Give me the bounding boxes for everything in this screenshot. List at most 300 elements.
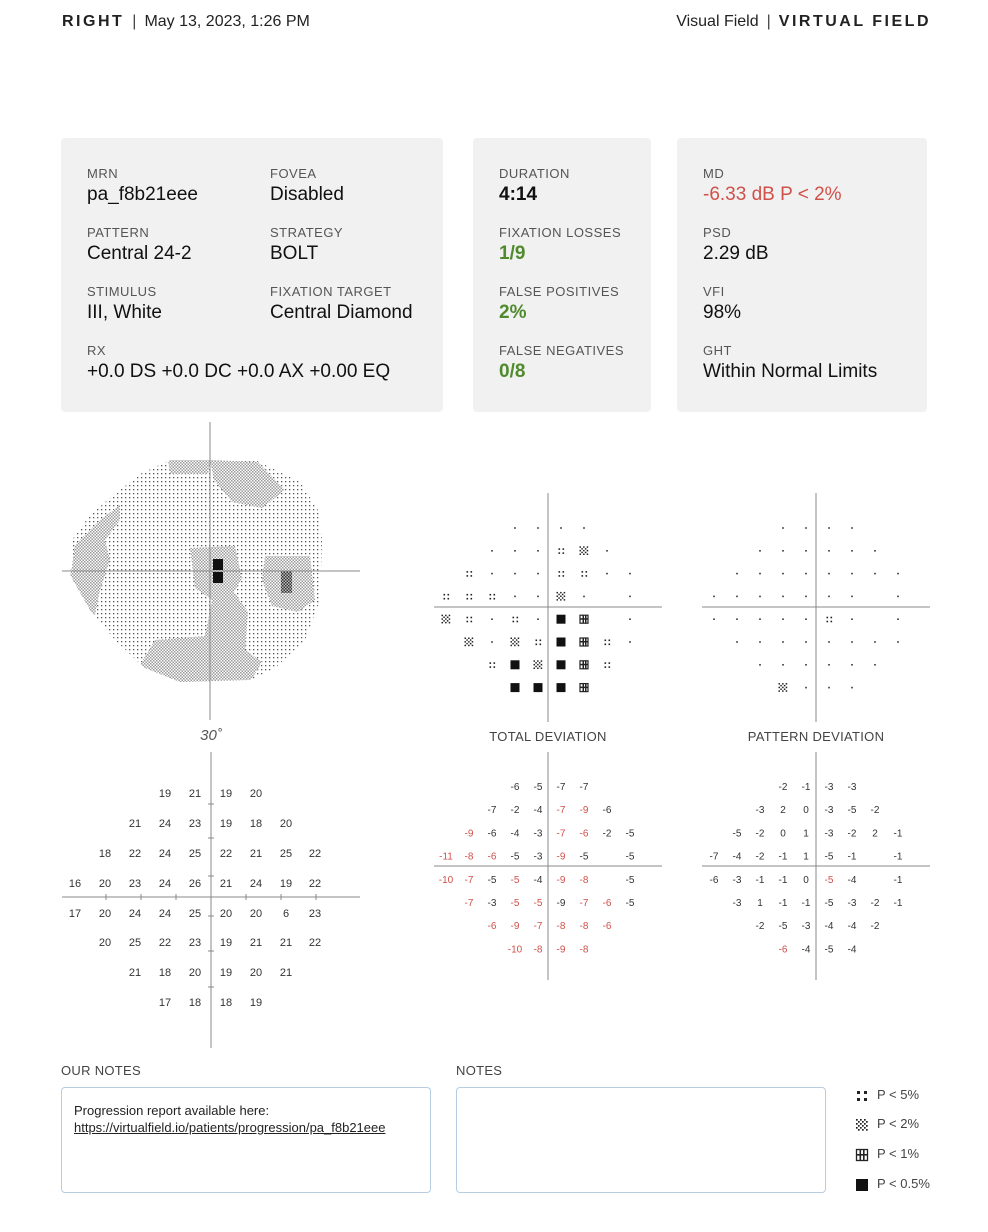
prob-symbol-n: [851, 573, 853, 575]
deviation-value: 2: [872, 828, 878, 840]
prob-symbol-n: [805, 596, 807, 598]
pattern-value: Central 24-2: [87, 243, 192, 264]
deviation-value: -7: [464, 874, 474, 886]
our-notes-box[interactable]: [61, 1087, 431, 1193]
sensitivity-value: 24: [158, 878, 172, 890]
deviation-value: -1: [755, 874, 765, 886]
prob-symbol-p2: [779, 683, 788, 692]
deviation-value: -7: [533, 921, 543, 933]
deviation-value: -9: [579, 805, 589, 817]
prob-symbol-n: [897, 573, 899, 575]
sensitivity-value: 6: [282, 908, 290, 920]
sensitivity-value: 24: [158, 848, 172, 860]
sensitivity-value: 20: [188, 967, 202, 979]
deviation-value: -2: [870, 921, 880, 933]
legend-p5-label: P < 5%: [877, 1087, 920, 1102]
deviation-value: -2: [755, 921, 765, 933]
p05-symbol-icon: [855, 1178, 869, 1192]
prob-symbol-n: [537, 550, 539, 552]
mrn-label: MRN: [87, 166, 119, 181]
deviation-value: -5: [778, 921, 788, 933]
sensitivity-value: 20: [249, 967, 263, 979]
prob-symbol-n: [874, 550, 876, 552]
prob-symbol-p5: [605, 662, 611, 668]
prob-symbol-n: [782, 641, 784, 643]
prob-symbol-n: [736, 573, 738, 575]
deviation-value: -2: [778, 782, 788, 793]
prob-symbol-p2: [557, 592, 566, 601]
deviation-value: -5: [824, 874, 834, 886]
duration-value: 4:14: [499, 184, 538, 205]
prob-symbol-p5: [467, 594, 473, 600]
sensitivity-value: 20: [279, 818, 293, 830]
legend-p2-label: P < 2%: [877, 1116, 920, 1131]
legend-p05-label: P < 0.5%: [877, 1176, 930, 1191]
deviation-value: -5: [625, 898, 635, 909]
prob-symbol-n: [759, 596, 761, 598]
prob-symbol-n: [874, 664, 876, 666]
deviation-value: -8: [556, 921, 566, 933]
deviation-value: -4: [801, 944, 811, 956]
sensitivity-value: 18: [158, 967, 172, 979]
legend-p05: [855, 1176, 930, 1192]
deviation-value: -5: [625, 828, 635, 840]
prob-symbol-n: [851, 596, 853, 598]
deviation-value: -5: [510, 898, 520, 909]
prob-symbol-n: [897, 618, 899, 620]
deviation-value: -6: [487, 921, 497, 933]
sensitivity-value: 20: [219, 908, 233, 920]
deviation-value: -2: [847, 828, 857, 840]
prob-symbol-n: [828, 664, 830, 666]
prob-symbol-p1: [580, 684, 588, 692]
prob-symbol-p5: [827, 617, 833, 623]
prob-symbol-p2: [534, 660, 543, 669]
sensitivity-value: 22: [219, 848, 233, 860]
prob-symbol-p1: [580, 661, 588, 669]
prob-symbol-n: [851, 550, 853, 552]
sensitivity-value: 19: [219, 818, 233, 830]
prob-symbol-n: [537, 573, 539, 575]
prob-symbol-p5: [490, 662, 496, 668]
prob-symbol-p2: [580, 546, 589, 555]
sensitivity-value: 19: [219, 788, 233, 800]
fixation-target-value: Central Diamond: [270, 302, 413, 323]
prob-symbol-p5: [559, 571, 565, 577]
fixation-losses-value: 1/9: [499, 243, 526, 264]
pattern-deviation-title: PATTERN DEVIATION: [747, 729, 885, 744]
deviation-value: -4: [533, 874, 543, 886]
deviation-value: -1: [801, 782, 811, 793]
prob-symbol-n: [782, 573, 784, 575]
deviation-value: -1: [778, 874, 788, 886]
sensitivity-value: 21: [249, 937, 263, 949]
deviation-value: -7: [556, 828, 566, 840]
prob-symbol-p5: [605, 640, 611, 646]
prob-symbol-n: [805, 687, 807, 689]
deviation-value: 0: [780, 828, 786, 840]
strategy-label: STRATEGY: [270, 225, 344, 240]
deviation-value: -5: [510, 851, 520, 863]
sensitivity-value: 20: [98, 878, 112, 890]
prob-symbol-n: [514, 596, 516, 598]
total-deviation-plots: [434, 493, 662, 980]
deviation-value: -8: [464, 851, 474, 863]
pattern-deviation-plots: [702, 493, 930, 980]
sensitivity-value: 19: [219, 937, 233, 949]
prob-symbol-n: [583, 527, 585, 529]
prob-symbol-n: [782, 596, 784, 598]
prob-symbol-n: [537, 527, 539, 529]
pattern_deviation-numeric-grid: [710, 782, 903, 955]
prob-symbol-n: [736, 618, 738, 620]
prob-symbol-n: [874, 641, 876, 643]
false-negatives-label: FALSE NEGATIVES: [499, 343, 625, 358]
prob-symbol-n: [805, 573, 807, 575]
deviation-value: -10: [438, 874, 454, 886]
prob-symbol-n: [583, 596, 585, 598]
deviation-value: -6: [709, 874, 719, 886]
legend-p1: [855, 1146, 919, 1162]
deviation-value: -9: [556, 898, 566, 909]
legend-p2: [855, 1116, 919, 1132]
prob-symbol-n: [537, 596, 539, 598]
prob-symbol-n: [713, 618, 715, 620]
deviation-value: -1: [893, 828, 903, 840]
pattern_deviation-probability-grid: [713, 527, 899, 692]
strategy-value: BOLT: [270, 243, 319, 264]
total_deviation-numeric-grid: [439, 782, 635, 955]
sensitivity-value: 23: [308, 908, 322, 920]
prob-symbol-n: [629, 618, 631, 620]
duration-label: DURATION: [499, 166, 570, 181]
prob-symbol-n: [759, 641, 761, 643]
pattern-label: PATTERN: [87, 225, 150, 240]
sensitivity-value: 23: [128, 878, 142, 890]
eye-label: RIGHT: [62, 13, 125, 30]
prob-symbol-n: [537, 618, 539, 620]
prob-symbol-n: [759, 573, 761, 575]
p5-symbol-icon: [855, 1089, 869, 1103]
deviation-value: -9: [556, 851, 566, 863]
deviation-value: -3: [755, 805, 765, 817]
false-positives-value: 2%: [499, 302, 527, 323]
sensitivity-value: 18: [98, 848, 112, 860]
deviation-value: -4: [847, 944, 857, 956]
prob-symbol-p5: [490, 594, 496, 600]
deviation-value: -4: [824, 921, 834, 933]
prob-symbol-n: [629, 641, 631, 643]
deviation-value: -7: [464, 898, 474, 909]
prob-symbol-n: [782, 618, 784, 620]
deviation-value: -7: [556, 782, 566, 793]
deviation-value: -4: [732, 851, 742, 863]
prob-symbol-n: [491, 618, 493, 620]
prob-symbol-p5: [536, 640, 542, 646]
deviation-value: 1: [803, 851, 809, 863]
deviation-value: -3: [533, 851, 543, 863]
deviation-value: -3: [732, 898, 742, 909]
grayscale-defect: [168, 460, 210, 474]
deviation-value: -1: [893, 898, 903, 909]
deviation-value: -5: [824, 944, 834, 956]
deviation-value: -5: [510, 874, 520, 886]
false-positives-label: FALSE POSITIVES: [499, 284, 620, 299]
sensitivity-value: 24: [128, 908, 142, 920]
mrn-value: pa_f8b21eee: [87, 184, 198, 205]
prob-symbol-n: [782, 550, 784, 552]
vfi-value: 98%: [703, 302, 742, 323]
sensitivity-value: 24: [158, 908, 172, 920]
legend-p5: [855, 1087, 919, 1103]
prob-symbol-p2: [511, 638, 520, 647]
prob-symbol-n: [805, 664, 807, 666]
prob-symbol-n: [491, 573, 493, 575]
sensitivity-value: 25: [188, 848, 202, 860]
prob-symbol-n: [805, 641, 807, 643]
deviation-value: -11: [439, 851, 453, 863]
deviation-value: -5: [487, 874, 497, 886]
prob-symbol-n: [828, 641, 830, 643]
deviation-value: -4: [847, 874, 857, 886]
deviation-value: -10: [507, 944, 523, 956]
grayscale-defect-dense: [281, 571, 292, 593]
sensitivity-value: 19: [249, 997, 263, 1009]
sensitivity-value: 26: [188, 878, 202, 890]
deviation-value: -9: [556, 944, 566, 956]
prob-symbol-n: [805, 618, 807, 620]
prob-symbol-p5: [467, 571, 473, 577]
vfi-label: VFI: [703, 284, 725, 299]
prob-symbol-n: [828, 573, 830, 575]
sensitivity-value: 21: [188, 788, 202, 800]
deviation-value: -8: [579, 921, 589, 933]
deviation-value: -3: [824, 805, 834, 817]
false-negatives-value: 0/8: [499, 361, 526, 382]
sensitivity-value: 24: [158, 818, 172, 830]
deviation-value: -8: [579, 944, 589, 956]
prob-symbol-p5: [582, 571, 588, 577]
deviation-value: -6: [602, 921, 612, 933]
prob-symbol-p05: [511, 660, 520, 669]
prob-symbol-n: [514, 550, 516, 552]
grayscale-map: [60, 422, 360, 744]
deviation-value: -6: [487, 828, 497, 840]
sensitivity-value: 25: [279, 848, 293, 860]
deviation-value: -5: [625, 851, 635, 863]
deviation-value: -2: [755, 828, 765, 840]
deviation-value: -3: [533, 828, 543, 840]
our-notes-content: [74, 1102, 385, 1136]
sensitivity-value: 21: [219, 878, 233, 890]
prob-symbol-n: [897, 641, 899, 643]
prob-symbol-n: [629, 596, 631, 598]
deviation-value: -5: [824, 898, 834, 909]
deviation-value: 0: [803, 874, 809, 886]
prob-symbol-n: [491, 641, 493, 643]
grayscale-defect-dense: [213, 559, 223, 570]
rx-value: +0.0 DS +0.0 DC +0.0 AX +0.00 EQ: [87, 361, 391, 382]
prob-symbol-p05: [557, 615, 566, 624]
prob-symbol-n: [805, 527, 807, 529]
deviation-value: -5: [533, 898, 543, 909]
prob-symbol-p5: [559, 548, 565, 554]
deviation-value: -7: [487, 805, 497, 817]
sensitivity-value: 18: [188, 997, 202, 1009]
sensitivity-value: 22: [308, 848, 322, 860]
sensitivity-value: 22: [158, 937, 172, 949]
prob-symbol-n: [736, 641, 738, 643]
prob-symbol-n: [759, 664, 761, 666]
md-value: -6.33 dB P < 2%: [703, 184, 842, 205]
prob-symbol-n: [851, 664, 853, 666]
sensitivity-value: 20: [98, 937, 112, 949]
ght-value: Within Normal Limits: [703, 361, 878, 382]
legend-p1-label: P < 1%: [877, 1146, 920, 1161]
prob-symbol-p2: [442, 615, 451, 624]
deviation-value: -5: [732, 828, 742, 840]
test-datetime: May 13, 2023, 1:26 PM: [144, 13, 310, 30]
sensitivity-value: 20: [249, 908, 263, 920]
deviation-value: -4: [510, 828, 520, 840]
prob-symbol-n: [514, 527, 516, 529]
prob-symbol-n: [851, 687, 853, 689]
sensitivity-value: 20: [98, 908, 112, 920]
sensitivity-value: 17: [68, 908, 82, 920]
ght-label: GHT: [703, 343, 732, 358]
prob-symbol-n: [828, 550, 830, 552]
deviation-value: -3: [847, 782, 857, 793]
deviation-value: -3: [824, 828, 834, 840]
fixation-losses-label: FIXATION LOSSES: [499, 225, 622, 240]
psd-value: 2.29 dB: [703, 243, 769, 264]
deviation-value: -2: [870, 898, 880, 909]
deviation-value: -2: [755, 851, 765, 863]
deviation-value: -6: [602, 898, 612, 909]
prob-symbol-n: [782, 527, 784, 529]
deviation-value: -3: [801, 921, 811, 933]
sensitivity-value: 22: [128, 848, 142, 860]
sensitivity-grid: [69, 788, 321, 1009]
prob-symbol-n: [828, 596, 830, 598]
deviation-value: -1: [893, 874, 903, 886]
sensitivity-value: 23: [188, 818, 202, 830]
sensitivity-value: 25: [188, 908, 202, 920]
deviation-value: -2: [602, 828, 612, 840]
prob-symbol-p05: [557, 683, 566, 692]
deviation-value: -8: [579, 874, 589, 886]
prob-symbol-p1: [580, 638, 588, 646]
deviation-value: -6: [487, 851, 497, 863]
header-separator: |: [132, 13, 137, 30]
stimulus-value: III, White: [87, 302, 162, 323]
prob-symbol-n: [851, 641, 853, 643]
prob-symbol-p5: [513, 617, 519, 623]
sensitivity-value: 16: [68, 878, 82, 890]
deviation-value: -1: [778, 851, 788, 863]
prob-symbol-p05: [534, 683, 543, 692]
sensitivity-value: 25: [128, 937, 142, 949]
progression-link[interactable]: https://virtualfield.io/patients/progression/pa_f8b21eee: [74, 1120, 386, 1135]
prob-symbol-n: [736, 596, 738, 598]
prob-symbol-n: [759, 618, 761, 620]
deviation-value: -3: [847, 898, 857, 909]
prob-symbol-p5: [467, 617, 473, 623]
sensitivity-value: 20: [249, 788, 263, 800]
prob-symbol-n: [606, 573, 608, 575]
sensitivity-value: 21: [249, 848, 263, 860]
sensitivity-value: 21: [279, 937, 293, 949]
deviation-value: 1: [757, 898, 763, 909]
deviation-value: -2: [510, 805, 520, 817]
notes-textarea[interactable]: [456, 1087, 826, 1193]
deviation-value: -5: [824, 851, 834, 863]
prob-symbol-n: [851, 618, 853, 620]
deviation-value: -1: [778, 898, 788, 909]
deviation-value: -1: [847, 851, 857, 863]
sensitivity-value: 18: [219, 997, 233, 1009]
deviation-value: 0: [803, 805, 809, 817]
prob-symbol-n: [874, 573, 876, 575]
deviation-value: -6: [602, 805, 612, 817]
deviation-value: -5: [533, 782, 543, 793]
deviation-value: -5: [579, 851, 589, 863]
sensitivity-value: 18: [249, 818, 263, 830]
grayscale-defect-dense: [213, 572, 223, 583]
sensitivity-value: 21: [128, 818, 142, 830]
sensitivity-value: 21: [279, 967, 293, 979]
grayscale-scale-label: 30˚: [200, 727, 222, 744]
deviation-value: -2: [870, 805, 880, 817]
sensitivity-value: 22: [308, 937, 322, 949]
deviation-value: -7: [579, 898, 589, 909]
total-deviation-title: TOTAL DEVIATION: [489, 729, 607, 744]
sensitivity-value: 19: [158, 788, 172, 800]
sensitivity-value: 24: [249, 878, 263, 890]
deviation-value: -3: [824, 782, 834, 793]
prob-symbol-p05: [557, 638, 566, 647]
deviation-value: -8: [533, 944, 543, 956]
deviation-value: -6: [579, 828, 589, 840]
deviation-value: -4: [847, 921, 857, 933]
fovea-label: FOVEA: [270, 166, 317, 181]
prob-symbol-n: [606, 550, 608, 552]
sensitivity-value: 19: [219, 967, 233, 979]
psd-label: PSD: [703, 225, 732, 240]
prob-symbol-n: [629, 573, 631, 575]
sensitivity-value: 19: [279, 878, 293, 890]
prob-symbol-n: [713, 596, 715, 598]
deviation-value: -9: [464, 828, 474, 840]
deviation-value: -5: [847, 805, 857, 817]
brand-logo: VIRTUAL FIELD: [778, 13, 931, 30]
prob-symbol-p2: [465, 638, 474, 647]
p1-symbol-icon: [855, 1148, 869, 1162]
deviation-value: -1: [893, 851, 903, 863]
deviation-value: -3: [487, 898, 497, 909]
deviation-value: 2: [780, 805, 786, 817]
notes-label: NOTES: [456, 1063, 503, 1078]
sensitivity-value: 21: [128, 967, 142, 979]
deviation-value: 1: [803, 828, 809, 840]
prob-symbol-n: [828, 687, 830, 689]
p2-symbol-icon: [855, 1118, 869, 1132]
sensitivity-value: 23: [188, 937, 202, 949]
prob-symbol-n: [560, 527, 562, 529]
prob-symbol-n: [491, 550, 493, 552]
prob-symbol-n: [897, 596, 899, 598]
rx-label: RX: [87, 343, 107, 358]
